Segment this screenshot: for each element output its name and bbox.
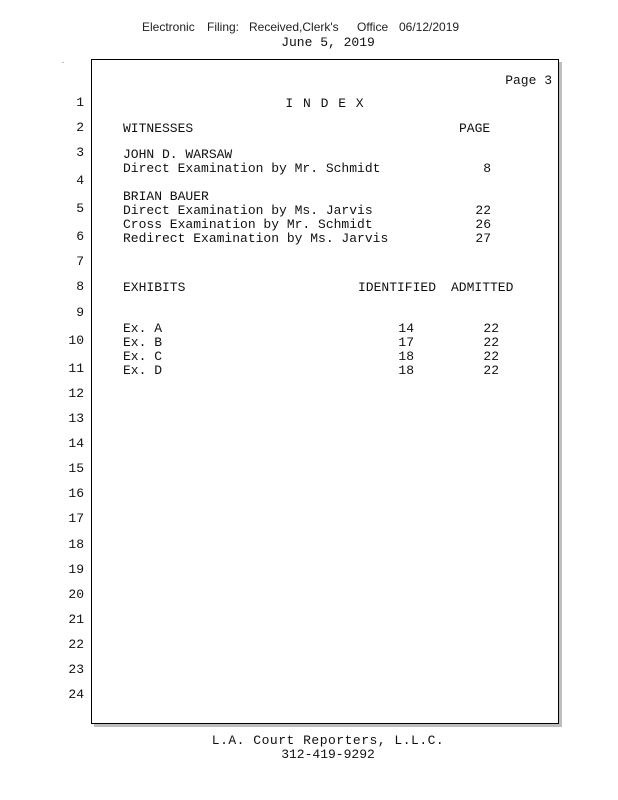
line-number: 7	[76, 254, 84, 269]
stamp-word: Filing:	[207, 20, 240, 34]
filing-stamp	[0, 20, 618, 36]
line-number: 22	[68, 637, 84, 652]
line-number: 5	[76, 201, 84, 216]
line-number: 3	[76, 145, 84, 160]
line-number: 24	[68, 687, 84, 702]
line-number: 14	[68, 436, 84, 451]
witness-name: BRIAN BAUER	[123, 189, 209, 204]
exhibit-identified: 17	[398, 335, 414, 350]
witness-name: JOHN D. WARSAW	[123, 147, 233, 162]
line-number: 20	[68, 587, 84, 602]
line-number: 13	[68, 411, 84, 426]
exhibit-admitted: 22	[483, 335, 499, 350]
examination-label: Cross Examination by Mr. Schmidt	[123, 217, 373, 232]
line-number: 12	[68, 386, 84, 401]
page-label: Page 3	[505, 73, 552, 88]
examination-label: Redirect Examination by Ms. Jarvis	[123, 231, 389, 246]
witnesses-header: WITNESSES	[123, 121, 194, 136]
exhibit-admitted: 22	[483, 349, 499, 364]
exhibit-identified: 14	[398, 321, 414, 336]
line-number: 17	[68, 511, 84, 526]
examination-page: 26	[475, 217, 491, 232]
line-number: 8	[76, 279, 84, 294]
examination-label: Direct Examination by Mr. Schmidt	[123, 161, 381, 176]
line-number: 15	[68, 461, 84, 476]
index-title: I N D E X	[285, 96, 365, 111]
examination-page: 27	[475, 231, 491, 246]
identified-column-header: IDENTIFIED	[358, 280, 437, 295]
exhibit-label: Ex. C	[123, 349, 163, 364]
exhibit-label: Ex. D	[123, 363, 163, 378]
footer-company: L.A. Court Reporters, L.L.C.	[211, 733, 445, 748]
stamp-word: Received,Clerk's	[249, 20, 339, 34]
page-dot: .	[62, 56, 64, 65]
exhibit-label: Ex. B	[123, 335, 163, 350]
header-date: June 5, 2019	[281, 35, 375, 50]
line-number: 16	[68, 486, 84, 501]
examination-label: Direct Examination by Ms. Jarvis	[123, 203, 373, 218]
line-number: 4	[76, 173, 84, 188]
examination-page: 22	[475, 203, 491, 218]
exhibit-label: Ex. A	[123, 321, 163, 336]
exhibit-identified: 18	[398, 363, 414, 378]
examination-page: 8	[483, 161, 491, 176]
line-number: 6	[76, 229, 84, 244]
line-number: 21	[68, 612, 84, 627]
line-number: 2	[76, 120, 84, 135]
footer-phone: 312-419-9292	[281, 747, 375, 762]
exhibit-identified: 18	[398, 349, 414, 364]
line-number: 19	[68, 562, 84, 577]
exhibit-admitted: 22	[483, 321, 499, 336]
page-column-header: PAGE	[459, 121, 491, 136]
line-number: 11	[68, 361, 84, 376]
line-number: 9	[76, 305, 84, 320]
line-number: 10	[68, 333, 84, 348]
line-number: 18	[68, 537, 84, 552]
transcript-page	[91, 59, 559, 724]
exhibit-admitted: 22	[483, 363, 499, 378]
admitted-column-header: ADMITTED	[451, 280, 514, 295]
stamp-word: Electronic	[142, 20, 195, 34]
exhibits-header: EXHIBITS	[123, 280, 186, 295]
stamp-word: 06/12/2019	[399, 20, 460, 34]
line-number: 23	[68, 662, 84, 677]
stamp-word: Office	[357, 20, 389, 34]
line-number: 1	[76, 95, 84, 110]
